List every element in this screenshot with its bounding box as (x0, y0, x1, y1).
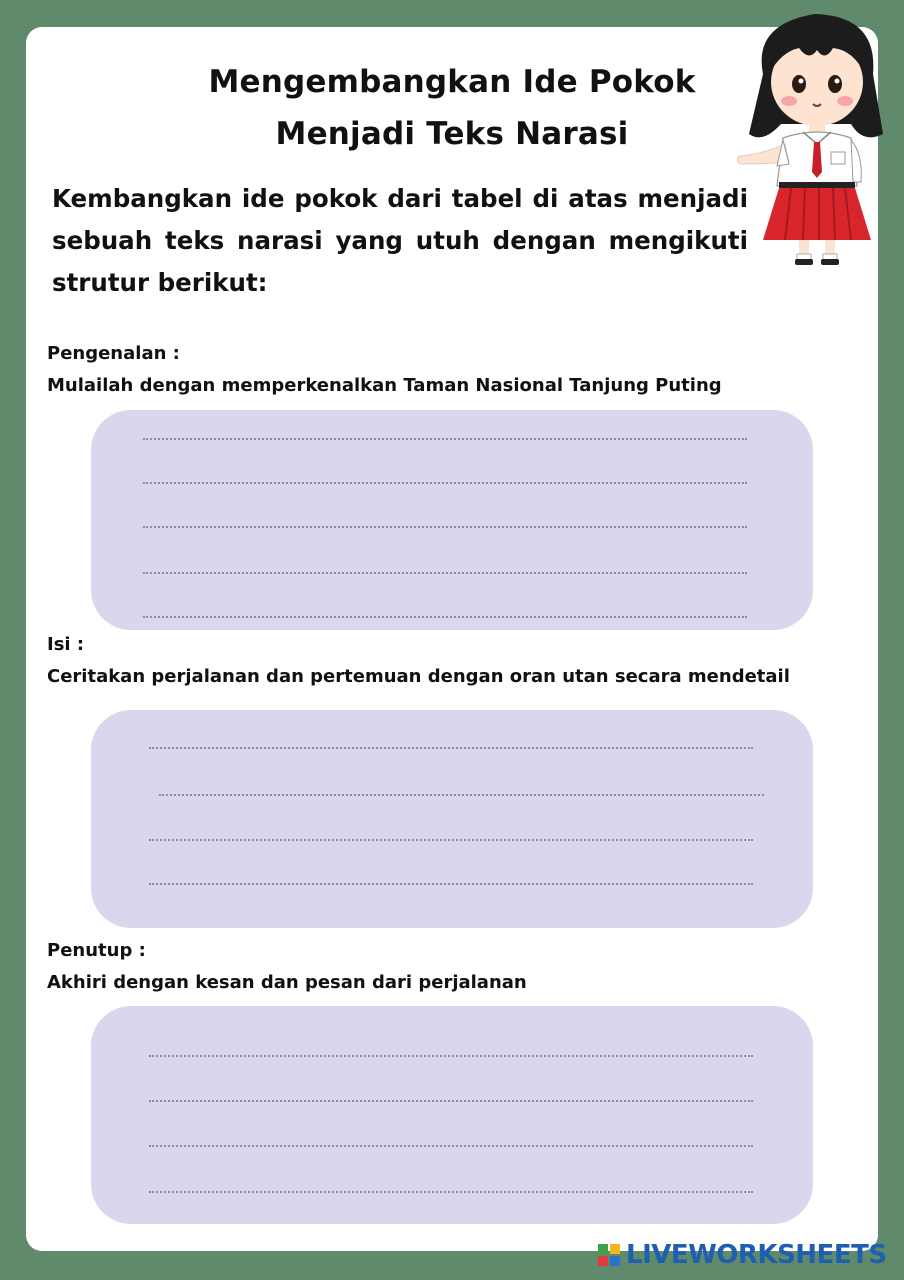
section-heading-pengenalan: Pengenalan : (47, 343, 180, 364)
logo-squares-icon (598, 1244, 620, 1266)
writing-line (149, 839, 753, 841)
writing-line (143, 616, 747, 618)
writing-line (143, 572, 747, 574)
section-heading-isi: Isi : (47, 634, 85, 655)
instruction-text: Kembangkan ide pokok dari tabel di atas menjadi sebuah teks narasi yang utuh dengan mengikuti strutur berikut: (52, 184, 748, 297)
answer-box-isi[interactable] (91, 710, 813, 928)
student-girl-illustration (733, 4, 898, 266)
writing-line (149, 883, 753, 885)
writing-line (149, 1100, 753, 1102)
writing-line (143, 438, 747, 440)
section-heading-penutup: Penutup : (47, 940, 146, 961)
writing-line (149, 1145, 753, 1147)
section-prompt-isi: Ceritakan perjalanan dan pertemuan dengan oran utan secara mendetail (47, 666, 790, 687)
liveworksheets-logo (598, 1240, 887, 1270)
answer-box-penutup[interactable] (91, 1006, 813, 1224)
section-prompt-pengenalan: Mulailah dengan memperkenalkan Taman Nasional Tanjung Puting (47, 375, 722, 396)
writing-line (149, 1055, 753, 1057)
writing-line (143, 482, 747, 484)
section-prompt-penutup: Akhiri dengan kesan dan pesan dari perjalanan (47, 972, 527, 993)
writing-line (149, 747, 753, 749)
brand-name: LIVEWORKSHEETS (626, 1240, 887, 1270)
title-line-1: Mengembangkan Ide Pokok (208, 64, 696, 100)
title-line-2: Menjadi Teks Narasi (275, 116, 629, 152)
writing-line (149, 1191, 753, 1193)
writing-line (159, 794, 764, 796)
answer-box-pengenalan[interactable] (91, 410, 813, 630)
writing-line (143, 526, 747, 528)
